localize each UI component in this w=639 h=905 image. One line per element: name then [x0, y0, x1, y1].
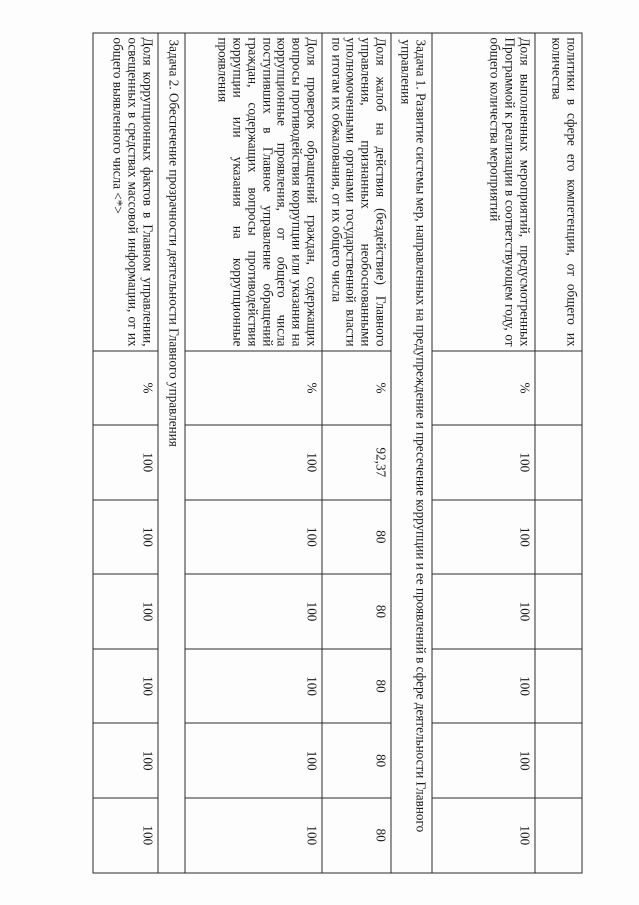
indicator-value: 80 [322, 500, 391, 575]
indicator-value: 100 [432, 798, 535, 873]
indicator-value: 100 [93, 574, 158, 649]
indicator-value [535, 798, 582, 873]
indicator-value: 100 [185, 574, 322, 649]
task-heading: Задача 2. Обеспечение прозрачности деятельности Главного управления [158, 33, 185, 873]
indicator-value: 100 [432, 425, 535, 500]
table-row [322, 33, 391, 873]
indicator-value: 100 [432, 574, 535, 649]
indicator-unit: % [322, 351, 391, 425]
indicator-unit [535, 351, 582, 425]
indicator-value: 100 [185, 500, 322, 575]
indicator-value: 100 [93, 723, 158, 798]
indicator-value: 80 [322, 649, 391, 724]
indicator-value: 80 [322, 574, 391, 649]
indicator-value [535, 500, 582, 575]
indicator-name: Доля коррупционных фактов в Главном управлении, освещенных в средствах массовой информации, от их общего выявленного числа <*> [93, 33, 158, 351]
indicator-value: 100 [432, 723, 535, 798]
indicator-name: политики в сфере его компетенции, от общего их количества [535, 33, 582, 351]
indicators-table [92, 33, 582, 874]
indicator-value: 100 [93, 649, 158, 724]
indicator-value: 100 [185, 723, 322, 798]
indicator-value: 100 [432, 649, 535, 724]
indicator-value: 100 [432, 500, 535, 575]
indicator-value: 80 [322, 723, 391, 798]
indicator-value [535, 574, 582, 649]
indicator-value: 92,37 [322, 425, 391, 500]
indicator-value [535, 425, 582, 500]
indicator-value [535, 723, 582, 798]
task-row [158, 33, 185, 873]
indicator-name: Доля проверок обращений граждан, содержащих вопросы противодействия коррупции или указания на коррупционные проявления, от общего числа поступивших в Главное управление обращений граждан, содержащих вопросы противодействия коррупции или указания на коррупционные проявления [185, 33, 322, 351]
indicator-unit: % [185, 351, 322, 425]
table-row [93, 33, 158, 873]
table-row [185, 33, 322, 873]
table-row [432, 33, 535, 873]
indicator-value: 100 [93, 500, 158, 575]
indicator-value: 100 [93, 425, 158, 500]
indicator-unit: % [93, 351, 158, 425]
task-row [391, 33, 432, 873]
indicator-value: 80 [322, 798, 391, 873]
indicator-name: Доля выполненных мероприятий, предусмотренных Программой к реализации в соответствующем году, от общего количества мероприятий [432, 33, 535, 351]
indicator-value [535, 649, 582, 724]
indicator-value: 100 [185, 649, 322, 724]
indicator-value: 100 [185, 425, 322, 500]
indicator-name: Доля жалоб на действия (бездействие) Главного управления, признанных необоснованными уполномоченными органами государственной власти по итогам их обжалования, от их общего числа [322, 33, 391, 351]
indicator-value: 100 [93, 798, 158, 873]
indicator-unit: % [432, 351, 535, 425]
table-row [535, 33, 582, 873]
indicator-value: 100 [185, 798, 322, 873]
rotated-table-sheet [57, 33, 582, 873]
task-heading: Задача 1. Развитие системы мер, направленных на предупреждение и пресечение коррупции и ее проявлений в сфере деятельности Главного управления [391, 33, 432, 873]
